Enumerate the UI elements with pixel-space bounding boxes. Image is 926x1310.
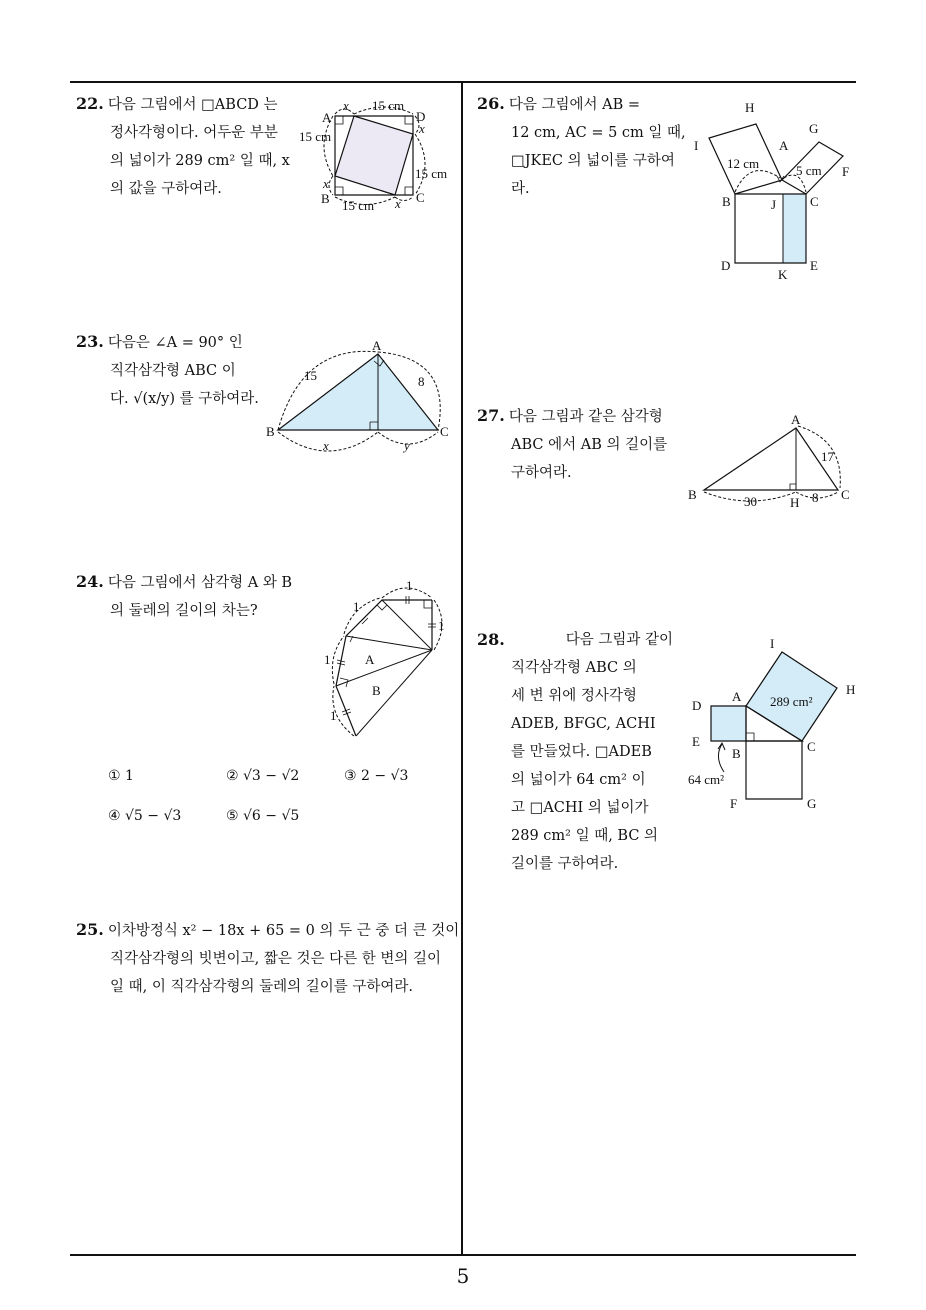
label-triangle-b: B: [372, 683, 381, 698]
label-y: y: [404, 438, 410, 453]
label-e: E: [810, 258, 818, 273]
question-text: ABC 에서 AB 의 길이를: [511, 437, 668, 453]
question-text: 다음 그림과 같은 삼각형: [508, 409, 663, 425]
label-j: J: [771, 197, 777, 212]
figure-q22-square: [295, 98, 460, 216]
label-b: B: [688, 487, 697, 502]
question-text: 직각삼각형 ABC 이: [110, 363, 236, 379]
label-i: I: [770, 636, 775, 651]
label-x: x: [343, 98, 349, 113]
choice-3[interactable]: ③ 2 − √3: [344, 768, 409, 784]
label-a: A: [732, 689, 742, 704]
figure-q23-triangle: [262, 338, 457, 460]
label-a: A: [372, 338, 382, 353]
label-c: C: [416, 190, 425, 205]
question-text: 구하여라.: [511, 465, 572, 481]
question-number: 26.: [477, 94, 505, 113]
question-text: 의 둘레의 길이의 차는?: [110, 603, 258, 619]
question-26: [477, 90, 686, 203]
question-number: 22.: [76, 94, 104, 113]
label-h: H: [846, 682, 856, 697]
label-g: G: [809, 121, 819, 136]
label-one: 1: [353, 599, 360, 614]
question-23: [76, 328, 276, 413]
top-rule: [70, 81, 856, 83]
label-c: C: [841, 487, 850, 502]
label-a: A: [791, 412, 801, 427]
label-e: E: [692, 734, 700, 749]
label-a: A: [779, 138, 789, 153]
label-x: x: [323, 176, 329, 191]
label-c: C: [807, 739, 816, 754]
label-one: 1: [438, 618, 445, 633]
question-24: [76, 568, 316, 625]
label-one: 1: [330, 708, 337, 723]
column-divider: [461, 81, 463, 1256]
label-x: x: [419, 121, 425, 136]
question-text: 289 cm² 일 때, BC 의: [511, 828, 659, 844]
question-text: 일 때, 이 직각삼각형의 둘레의 길이를 구하여라.: [110, 979, 414, 995]
label-d: D: [692, 698, 702, 713]
question-text: 의 넓이가 289 cm² 일 때, x: [110, 153, 290, 169]
label-len: 15 cm: [299, 129, 332, 144]
label-b: B: [732, 746, 741, 761]
label-c: C: [440, 424, 449, 439]
label-c: C: [810, 194, 819, 209]
label-30: 30: [744, 494, 757, 509]
question-text: 다음 그림에서 □ABCD 는: [107, 97, 278, 113]
label-d: D: [721, 258, 731, 273]
question-text: 세 변 위에 정사각형: [511, 688, 637, 704]
label-f: F: [730, 796, 738, 811]
question-text: 길이를 구하여라.: [511, 856, 619, 872]
question-text: 다. √(x/y) 를 구하여라.: [110, 391, 259, 407]
question-text: 직각삼각형의 빗변이고, 짧은 것은 다른 한 변의 길이: [110, 951, 442, 967]
question-text: □JKEC 의 넓이를 구하여: [511, 153, 675, 169]
label-k: K: [778, 267, 788, 282]
label-h: H: [790, 495, 800, 510]
figure-q26-squares: [690, 96, 860, 286]
question-text: 라.: [511, 181, 530, 197]
question-text: 다음 그림에서 AB =: [508, 97, 640, 113]
label-one: 1: [324, 652, 331, 667]
figure-q28-squares: [684, 632, 864, 817]
label-f: F: [842, 164, 850, 179]
question-22: [76, 90, 291, 203]
question-text: 정사각형이다. 어두운 부분: [110, 125, 278, 141]
label-8: 8: [418, 374, 425, 389]
question-text: 이차방정식 x² − 18x + 65 = 0 의 두 근 중 더 큰 것이: [107, 923, 460, 939]
label-x: x: [323, 438, 329, 453]
label-b: B: [266, 424, 275, 439]
label-i: I: [694, 138, 699, 153]
area-label-adeb: 64 cm²: [688, 772, 725, 787]
label-len: 15 cm: [415, 166, 448, 181]
label-b: B: [722, 194, 731, 209]
label-one: 1: [406, 578, 413, 593]
label-a: A: [322, 110, 332, 125]
figure-q24-triangles: [320, 578, 460, 743]
question-text: 12 cm, AC = 5 cm 일 때,: [511, 125, 686, 141]
question-number: 25.: [76, 920, 104, 939]
label-17: 17: [821, 449, 834, 464]
label-15: 15: [304, 368, 317, 383]
area-label-acih: 289 cm²: [770, 694, 813, 709]
figure-q27-triangle: [684, 410, 859, 515]
bottom-rule: [70, 1254, 856, 1256]
question-number: 27.: [477, 406, 505, 425]
choice-5[interactable]: ⑤ √6 − √5: [226, 808, 300, 824]
choice-4[interactable]: ④ √5 − √3: [108, 808, 182, 824]
label-h: H: [745, 100, 755, 115]
question-text: 다음 그림에서 삼각형 A 와 B: [107, 575, 293, 591]
label-d: D: [416, 109, 426, 124]
page-number: 5: [456, 1264, 470, 1288]
question-number: 24.: [76, 572, 104, 591]
question-text: 의 값을 구하여라.: [110, 181, 222, 197]
label-x: x: [395, 196, 401, 211]
choice-2[interactable]: ② √3 − √2: [226, 768, 300, 784]
label-len: 15 cm: [342, 198, 375, 213]
question-25: [76, 916, 460, 1001]
question-text: ADEB, BFGC, ACHI: [511, 716, 656, 732]
label-8: 8: [812, 490, 819, 505]
label-b: B: [321, 191, 330, 206]
question-text: 다음 그림과 같이: [565, 632, 673, 648]
question-text: 의 넓이가 64 cm² 이: [511, 772, 646, 788]
choice-1[interactable]: ① 1: [108, 768, 134, 784]
question-text: 고 □ACHI 의 넓이가: [511, 800, 649, 816]
label-ac-length: 5 cm: [796, 163, 822, 178]
question-text: 를 만들었다. □ADEB: [511, 744, 652, 760]
label-triangle-a: A: [365, 652, 375, 667]
label-len: 15 cm: [372, 98, 405, 113]
question-number: 23.: [76, 332, 104, 351]
label-ab-length: 12 cm: [727, 156, 760, 171]
question-text: 직각삼각형 ABC 의: [511, 660, 637, 676]
label-g: G: [807, 796, 817, 811]
question-number: 28.: [477, 630, 505, 649]
question-27: [477, 402, 677, 487]
question-28: [477, 626, 673, 878]
question-text: 다음은 ∠A = 90° 인: [107, 335, 243, 351]
